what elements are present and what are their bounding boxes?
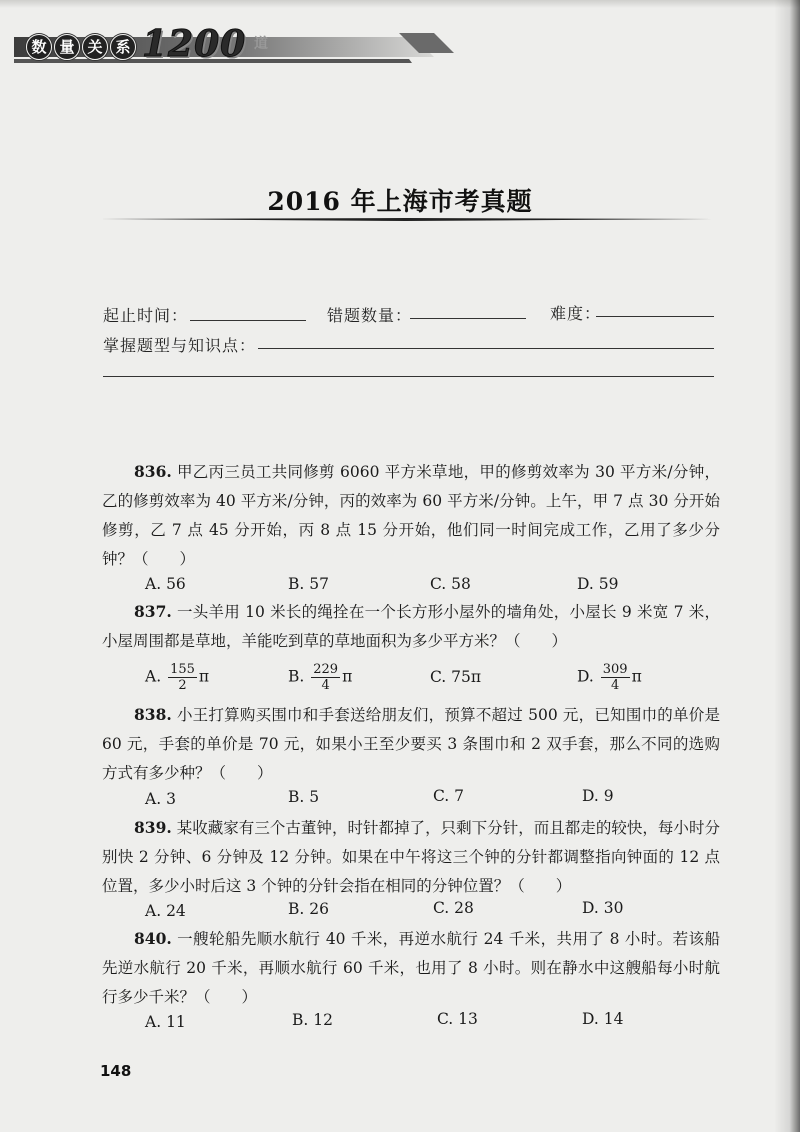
option-b[interactable]: B. 12 bbox=[292, 1011, 333, 1029]
option-b[interactable]: B. 57 bbox=[288, 575, 329, 593]
difficulty-label: 难度： bbox=[550, 304, 602, 323]
option-d[interactable]: D. 30 bbox=[582, 899, 624, 917]
option-a[interactable]: A. $\frac{155}{2}$ π bbox=[145, 662, 210, 693]
option-b[interactable]: B. 5 bbox=[288, 788, 320, 806]
series-suffix: 道 bbox=[254, 36, 268, 52]
question-836 bbox=[102, 457, 720, 574]
knowledge-field-extra-line[interactable] bbox=[103, 376, 714, 377]
option-a[interactable]: A. 56 bbox=[145, 575, 186, 593]
fraction: $\frac{229}{4}$ bbox=[313, 662, 339, 693]
question-838 bbox=[102, 700, 720, 788]
page-top-edge bbox=[0, 0, 800, 8]
option-c[interactable]: C. 28 bbox=[433, 899, 474, 917]
question-837 bbox=[102, 597, 720, 656]
question-number: 840. bbox=[134, 929, 172, 948]
question-number: 839. bbox=[134, 818, 172, 837]
start-time-label: 起止时间： bbox=[103, 306, 189, 325]
knowledge-label: 掌握题型与知识点： bbox=[103, 336, 257, 355]
page-title: 2016 年上海市考真题 bbox=[267, 187, 533, 216]
knowledge-field[interactable] bbox=[258, 348, 714, 349]
start-time-field[interactable] bbox=[190, 320, 306, 321]
question-839 bbox=[102, 813, 720, 901]
option-a[interactable]: A. 3 bbox=[145, 790, 176, 808]
option-c[interactable]: C. 75π bbox=[430, 668, 482, 686]
option-d[interactable]: D. 9 bbox=[582, 787, 614, 805]
wrong-count-label: 错题数量： bbox=[327, 306, 413, 325]
option-d[interactable]: D. $\frac{309}{4}$ π bbox=[577, 662, 642, 693]
option-c[interactable]: C. 7 bbox=[433, 787, 465, 805]
question-number: 837. bbox=[134, 602, 172, 621]
page-binding-shadow bbox=[774, 0, 800, 1132]
series-char-badge: 关 bbox=[82, 34, 108, 60]
question-840 bbox=[102, 924, 720, 1012]
series-number: 1200 bbox=[142, 23, 247, 65]
question-text: 小王打算购买围巾和手套送给朋友们，预算不超过 500 元，已知围巾的单价是 60 元，手套的单价是 70 元，如果小王至少要买 3 条围巾和 2 双手套，那么不同的选购方式有多少种？（ ） bbox=[102, 706, 720, 782]
option-c[interactable]: C. 58 bbox=[430, 575, 471, 593]
fraction: $\frac{309}{4}$ bbox=[602, 662, 628, 693]
option-b[interactable]: B. $\frac{229}{4}$ π bbox=[288, 662, 353, 693]
option-c[interactable]: C. 13 bbox=[437, 1010, 478, 1028]
title-underline bbox=[100, 218, 712, 221]
option-a[interactable]: A. 24 bbox=[145, 902, 186, 920]
question-text: 某收藏家有三个古董钟，时针都掉了，只剩下分针，而且都走的较快，每小时分别快 2 分钟、6 分钟及 12 分钟。如果在中午将这三个钟的分针都调整指向钟面的 12 点位置，多少小时后这 3 个钟的分针会指在相同的分钟位置？（ ） bbox=[102, 819, 720, 895]
question-text: 一艘轮船先顺水航行 40 千米，再逆水航行 24 千米，共用了 8 小时。若该船先逆水航行 20 千米，再顺水航行 60 千米，也用了 8 小时。则在静水中这艘船每小时航行多少千米？（ ） bbox=[102, 930, 720, 1006]
question-number: 836. bbox=[134, 462, 172, 481]
page-number: 148 bbox=[100, 1062, 132, 1080]
question-text: 一头羊用 10 米长的绳拴在一个长方形小屋外的墙角处，小屋长 9 米宽 7 米，小屋周围都是草地，羊能吃到草的草地面积为多少平方米？（ ） bbox=[102, 603, 720, 650]
series-banner bbox=[14, 25, 574, 73]
wrong-count-field[interactable] bbox=[410, 318, 526, 319]
series-char-badge: 量 bbox=[54, 34, 80, 60]
question-number: 838. bbox=[134, 705, 172, 724]
fraction: $\frac{155}{2}$ bbox=[170, 662, 195, 693]
question-text: 甲乙丙三员工共同修剪 6060 平方米草地，甲的修剪效率为 30 平方米/分钟，乙的修剪效率为 40 平方米/分钟，丙的效率为 60 平方米/分钟。上午，甲 7 点 30 分开始修剪，乙 7 点 45 分开始，丙 8 点 15 分开始，他们同一时间完成工作，乙用了多少分钟？（ ） bbox=[102, 463, 720, 568]
option-d[interactable]: D. 14 bbox=[582, 1010, 624, 1028]
option-d[interactable]: D. 59 bbox=[577, 575, 619, 593]
option-b[interactable]: B. 26 bbox=[288, 900, 329, 918]
option-a[interactable]: A. 11 bbox=[145, 1013, 186, 1031]
difficulty-field[interactable] bbox=[596, 316, 714, 317]
series-char-badge: 系 bbox=[110, 34, 136, 60]
series-char-badge: 数 bbox=[26, 34, 52, 60]
